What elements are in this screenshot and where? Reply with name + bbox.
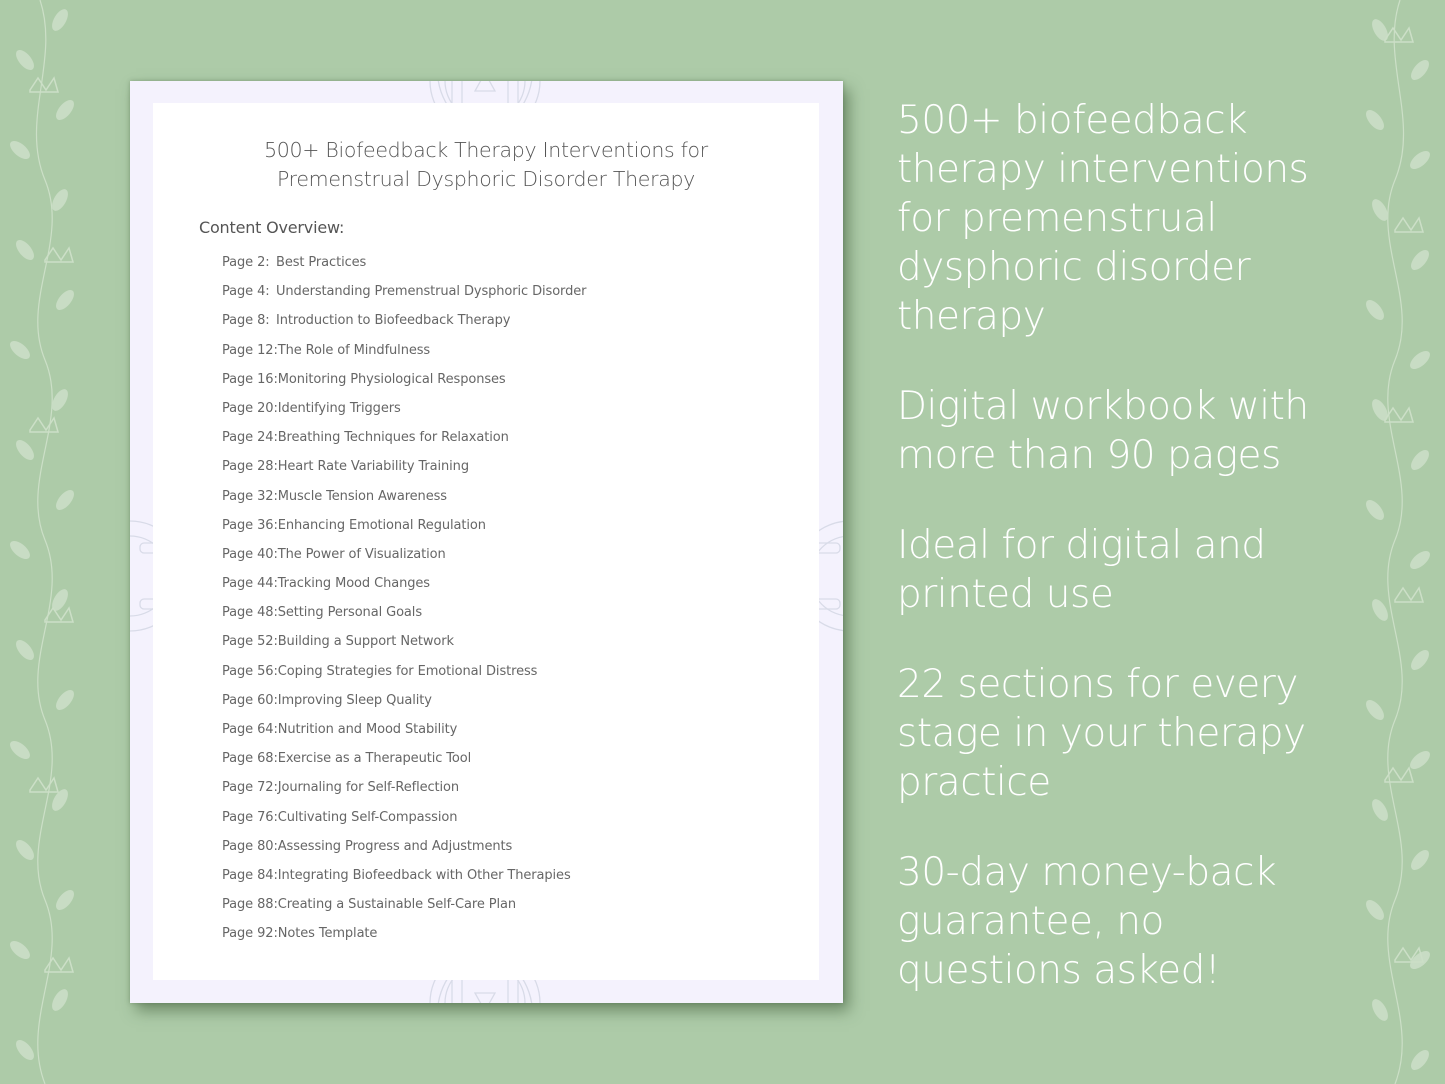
toc-item (222, 255, 586, 284)
toc-title: Heart Rate Variability Training (277, 459, 469, 475)
toc-item (222, 547, 586, 576)
toc-item (222, 343, 586, 372)
feature-line: guarantee, no (897, 899, 1164, 944)
toc-title: Muscle Tension Awareness (277, 488, 447, 504)
toc-page-number: Page 32: (222, 488, 278, 504)
toc-title: Understanding Premenstrual Dysphoric Disorder (276, 284, 587, 300)
feature-line: dysphoric disorder (897, 245, 1251, 290)
feature-format (897, 521, 1337, 619)
toc-title: The Power of Visualization (277, 546, 446, 562)
toc-page-number: Page 4: (222, 284, 270, 300)
product-features (897, 96, 1337, 1036)
toc-page-number: Page 84: (222, 867, 278, 883)
toc-title: Exercise as a Therapeutic Tool (277, 751, 472, 767)
toc-title: Nutrition and Mood Stability (277, 722, 458, 737)
toc-title: Notes Template (277, 926, 378, 942)
toc-page-number: Page 88: (222, 897, 278, 913)
toc-title: Coping Strategies for Emotional Distress (277, 663, 538, 679)
toc-item (222, 780, 586, 809)
toc-title: Breathing Techniques for Relaxation (277, 430, 509, 446)
toc-page-number: Page 28: (222, 459, 278, 475)
feature-interventions-count (897, 96, 1337, 341)
feature-guarantee (897, 848, 1337, 995)
toc-item (222, 810, 586, 839)
toc-page-number: Page 12: (222, 342, 278, 358)
toc-page-number: Page 76: (222, 809, 278, 825)
toc-item (222, 430, 586, 459)
feature-line: for premenstrual (897, 196, 1217, 241)
toc-page-number: Page 64: (222, 722, 278, 737)
document-title-line-2: Premenstrual Dysphoric Disorder Therapy (276, 167, 696, 191)
feature-line: questions asked! (897, 948, 1221, 993)
toc-title: Cultivating Self-Compassion (277, 809, 458, 825)
toc-page-number: Page 56: (222, 663, 278, 679)
toc-item (222, 284, 586, 313)
toc-title: Tracking Mood Changes (277, 576, 430, 592)
feature-line: 22 sections for every (897, 662, 1298, 707)
feature-page-count (897, 382, 1337, 480)
feature-line: 500+ biofeedback (897, 98, 1248, 143)
toc-title: Enhancing Emotional Regulation (277, 517, 486, 533)
toc-item (222, 926, 586, 955)
toc-item (222, 313, 586, 342)
table-of-contents (222, 255, 586, 956)
toc-page-number: Page 60: (222, 692, 278, 708)
feature-sections (897, 660, 1337, 807)
feature-line: Ideal for digital and (897, 523, 1266, 568)
toc-page-number: Page 40: (222, 546, 278, 562)
toc-item (222, 576, 586, 605)
feature-line: stage in your therapy (897, 711, 1306, 756)
document-title (153, 136, 819, 194)
toc-item (222, 664, 586, 693)
toc-page-number: Page 48: (222, 605, 278, 621)
toc-item (222, 634, 586, 663)
toc-title: Setting Personal Goals (277, 605, 422, 621)
feature-line: practice (897, 760, 1051, 805)
toc-title: Best Practices (276, 255, 367, 270)
feature-line: therapy interventions (897, 147, 1309, 192)
toc-item (222, 489, 586, 518)
toc-page-number: Page 72: (222, 780, 278, 796)
toc-title: Introduction to Biofeedback Therapy (276, 313, 511, 329)
toc-item (222, 605, 586, 634)
toc-title: Integrating Biofeedback with Other Therapies (277, 867, 571, 883)
toc-item (222, 401, 586, 430)
workbook-page-content (153, 103, 819, 980)
toc-page-number: Page 20: (222, 400, 278, 416)
toc-title: Monitoring Physiological Responses (277, 371, 506, 387)
toc-title: Identifying Triggers (277, 400, 401, 416)
toc-page-number: Page 8: (222, 313, 270, 329)
toc-title: The Role of Mindfulness (277, 342, 431, 358)
toc-page-number: Page 68: (222, 751, 278, 767)
toc-title: Assessing Progress and Adjustments (277, 838, 513, 854)
document-title-line-1: 500+ Biofeedback Therapy Interventions for (264, 138, 708, 162)
toc-item (222, 518, 586, 547)
toc-item (222, 897, 586, 926)
feature-line: 30-day money-back (897, 850, 1277, 895)
floral-vine-decoration-left (0, 0, 90, 1084)
toc-title: Improving Sleep Quality (277, 692, 432, 708)
toc-item (222, 722, 586, 751)
toc-page-number: Page 2: (222, 255, 270, 270)
toc-title: Journaling for Self-Reflection (277, 780, 460, 796)
toc-page-number: Page 80: (222, 838, 278, 854)
workbook-page-preview (130, 81, 843, 1003)
toc-page-number: Page 92: (222, 926, 278, 942)
toc-item (222, 693, 586, 722)
toc-page-number: Page 36: (222, 517, 278, 533)
toc-item (222, 751, 586, 780)
toc-title: Building a Support Network (277, 634, 454, 650)
toc-item (222, 868, 586, 897)
toc-item (222, 372, 586, 401)
feature-line: Digital workbook with (897, 384, 1309, 429)
toc-page-number: Page 16: (222, 371, 278, 387)
content-overview-heading: Content Overview: (199, 218, 345, 237)
toc-item (222, 839, 586, 868)
toc-page-number: Page 44: (222, 576, 278, 592)
toc-title: Creating a Sustainable Self-Care Plan (277, 897, 517, 913)
toc-page-number: Page 52: (222, 634, 278, 650)
feature-line: printed use (897, 572, 1114, 617)
feature-line: therapy (897, 294, 1046, 339)
toc-item (222, 459, 586, 488)
toc-page-number: Page 24: (222, 430, 278, 446)
feature-line: more than 90 pages (897, 433, 1281, 478)
floral-vine-decoration-right (1355, 0, 1445, 1084)
